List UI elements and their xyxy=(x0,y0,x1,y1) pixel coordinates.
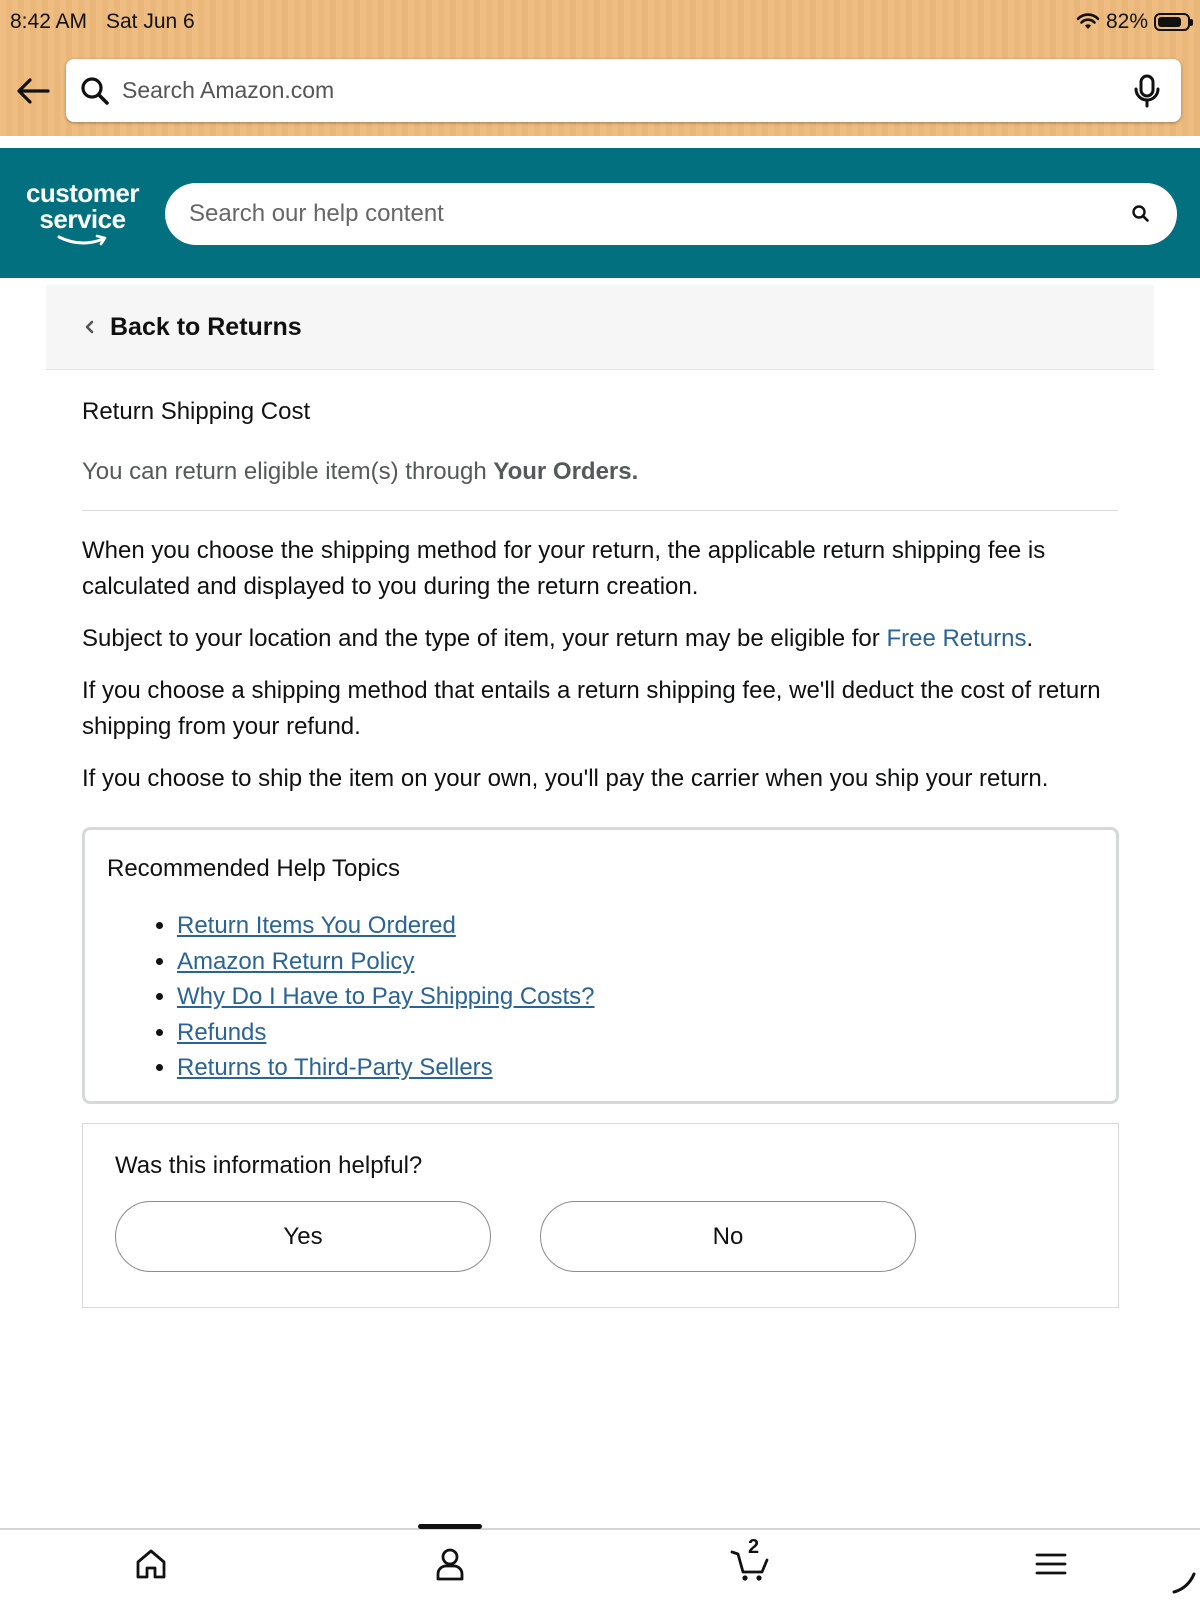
status-time: 8:42 AM xyxy=(10,10,88,33)
page-title: Return Shipping Cost xyxy=(82,398,311,425)
amazon-search-bar[interactable] xyxy=(66,59,1181,122)
help-search-bar[interactable] xyxy=(165,183,1177,245)
smile-arrow-icon xyxy=(55,234,111,248)
help-topic-link[interactable]: Return Items You Ordered xyxy=(177,912,456,939)
orders-line xyxy=(82,458,1118,511)
menu-icon[interactable] xyxy=(1031,1544,1071,1584)
yes-button[interactable]: Yes xyxy=(115,1201,491,1272)
home-icon[interactable] xyxy=(131,1544,171,1584)
back-arrow-icon[interactable] xyxy=(16,76,50,106)
free-returns-link[interactable]: Free Returns xyxy=(886,625,1027,652)
battery-percent: 82% xyxy=(1105,10,1148,33)
help-topics-heading: Recommended Help Topics xyxy=(107,855,401,882)
microphone-icon[interactable] xyxy=(1133,74,1161,108)
paragraph-ship-own: If you choose to ship the item on your own, you'll pay the carrier when you ship your return. xyxy=(82,765,1049,792)
list-item xyxy=(177,944,595,980)
logo-line-2: service xyxy=(39,204,126,234)
logo-line-1: customer xyxy=(25,178,140,208)
cart-count-badge: 2 xyxy=(748,1536,760,1558)
list-item xyxy=(177,979,595,1015)
help-topic-link[interactable]: Returns to Third-Party Sellers xyxy=(177,1054,493,1081)
paragraph-free-returns-suffix: . xyxy=(1026,625,1034,652)
corner-swoosh-icon xyxy=(1170,1568,1198,1596)
wifi-icon xyxy=(1076,13,1100,31)
battery-icon xyxy=(1154,13,1190,31)
chevron-left-icon xyxy=(82,318,96,336)
list-item xyxy=(177,1050,595,1086)
search-icon[interactable] xyxy=(80,76,110,106)
list-item xyxy=(177,1015,595,1051)
account-icon[interactable] xyxy=(430,1544,470,1584)
customer-service-header xyxy=(0,148,1200,278)
status-date: Sat Jun 6 xyxy=(106,10,195,33)
feedback-question: Was this information helpful? xyxy=(115,1152,423,1179)
app-header xyxy=(0,0,1200,136)
feedback-panel xyxy=(82,1123,1119,1308)
list-item xyxy=(177,908,595,944)
cart-button[interactable] xyxy=(730,1536,770,1584)
customer-service-logo[interactable] xyxy=(20,180,145,252)
article-content xyxy=(82,398,1118,797)
help-topic-link[interactable]: Refunds xyxy=(177,1018,267,1046)
active-tab-indicator xyxy=(418,1524,482,1529)
status-right xyxy=(1076,10,1190,34)
recommended-help-topics xyxy=(82,827,1119,1104)
orders-line-text: You can return eligible item(s) through xyxy=(82,458,494,485)
search-icon[interactable] xyxy=(1131,204,1151,224)
amazon-search-input[interactable]: Search Amazon.com xyxy=(122,77,335,103)
your-orders-link[interactable]: Your Orders. xyxy=(493,458,639,485)
no-button[interactable]: No xyxy=(540,1201,916,1272)
back-to-returns-label: Back to Returns xyxy=(110,312,302,341)
help-topics-list xyxy=(177,908,595,1086)
paragraph-shipping-fee: When you choose the shipping method for your return, the applicable return shipping fee is calculated and displayed to you during the return creation. xyxy=(82,537,1046,600)
paragraph-deduct-cost: If you choose a shipping method that entails a return shipping fee, we'll deduct the cost of return shipping from your refund. xyxy=(82,677,1101,740)
back-to-returns-link[interactable] xyxy=(46,285,1154,370)
paragraph-free-returns xyxy=(82,621,1118,657)
paragraph-free-returns-text: Subject to your location and the type of item, your return may be eligible for xyxy=(82,625,887,652)
help-topic-link[interactable]: Why Do I Have to Pay Shipping Costs? xyxy=(177,983,595,1010)
help-search-input[interactable]: Search our help content xyxy=(189,200,444,227)
status-bar xyxy=(10,10,1190,38)
help-topic-link[interactable]: Amazon Return Policy xyxy=(177,947,415,975)
bottom-nav xyxy=(0,1528,1200,1600)
